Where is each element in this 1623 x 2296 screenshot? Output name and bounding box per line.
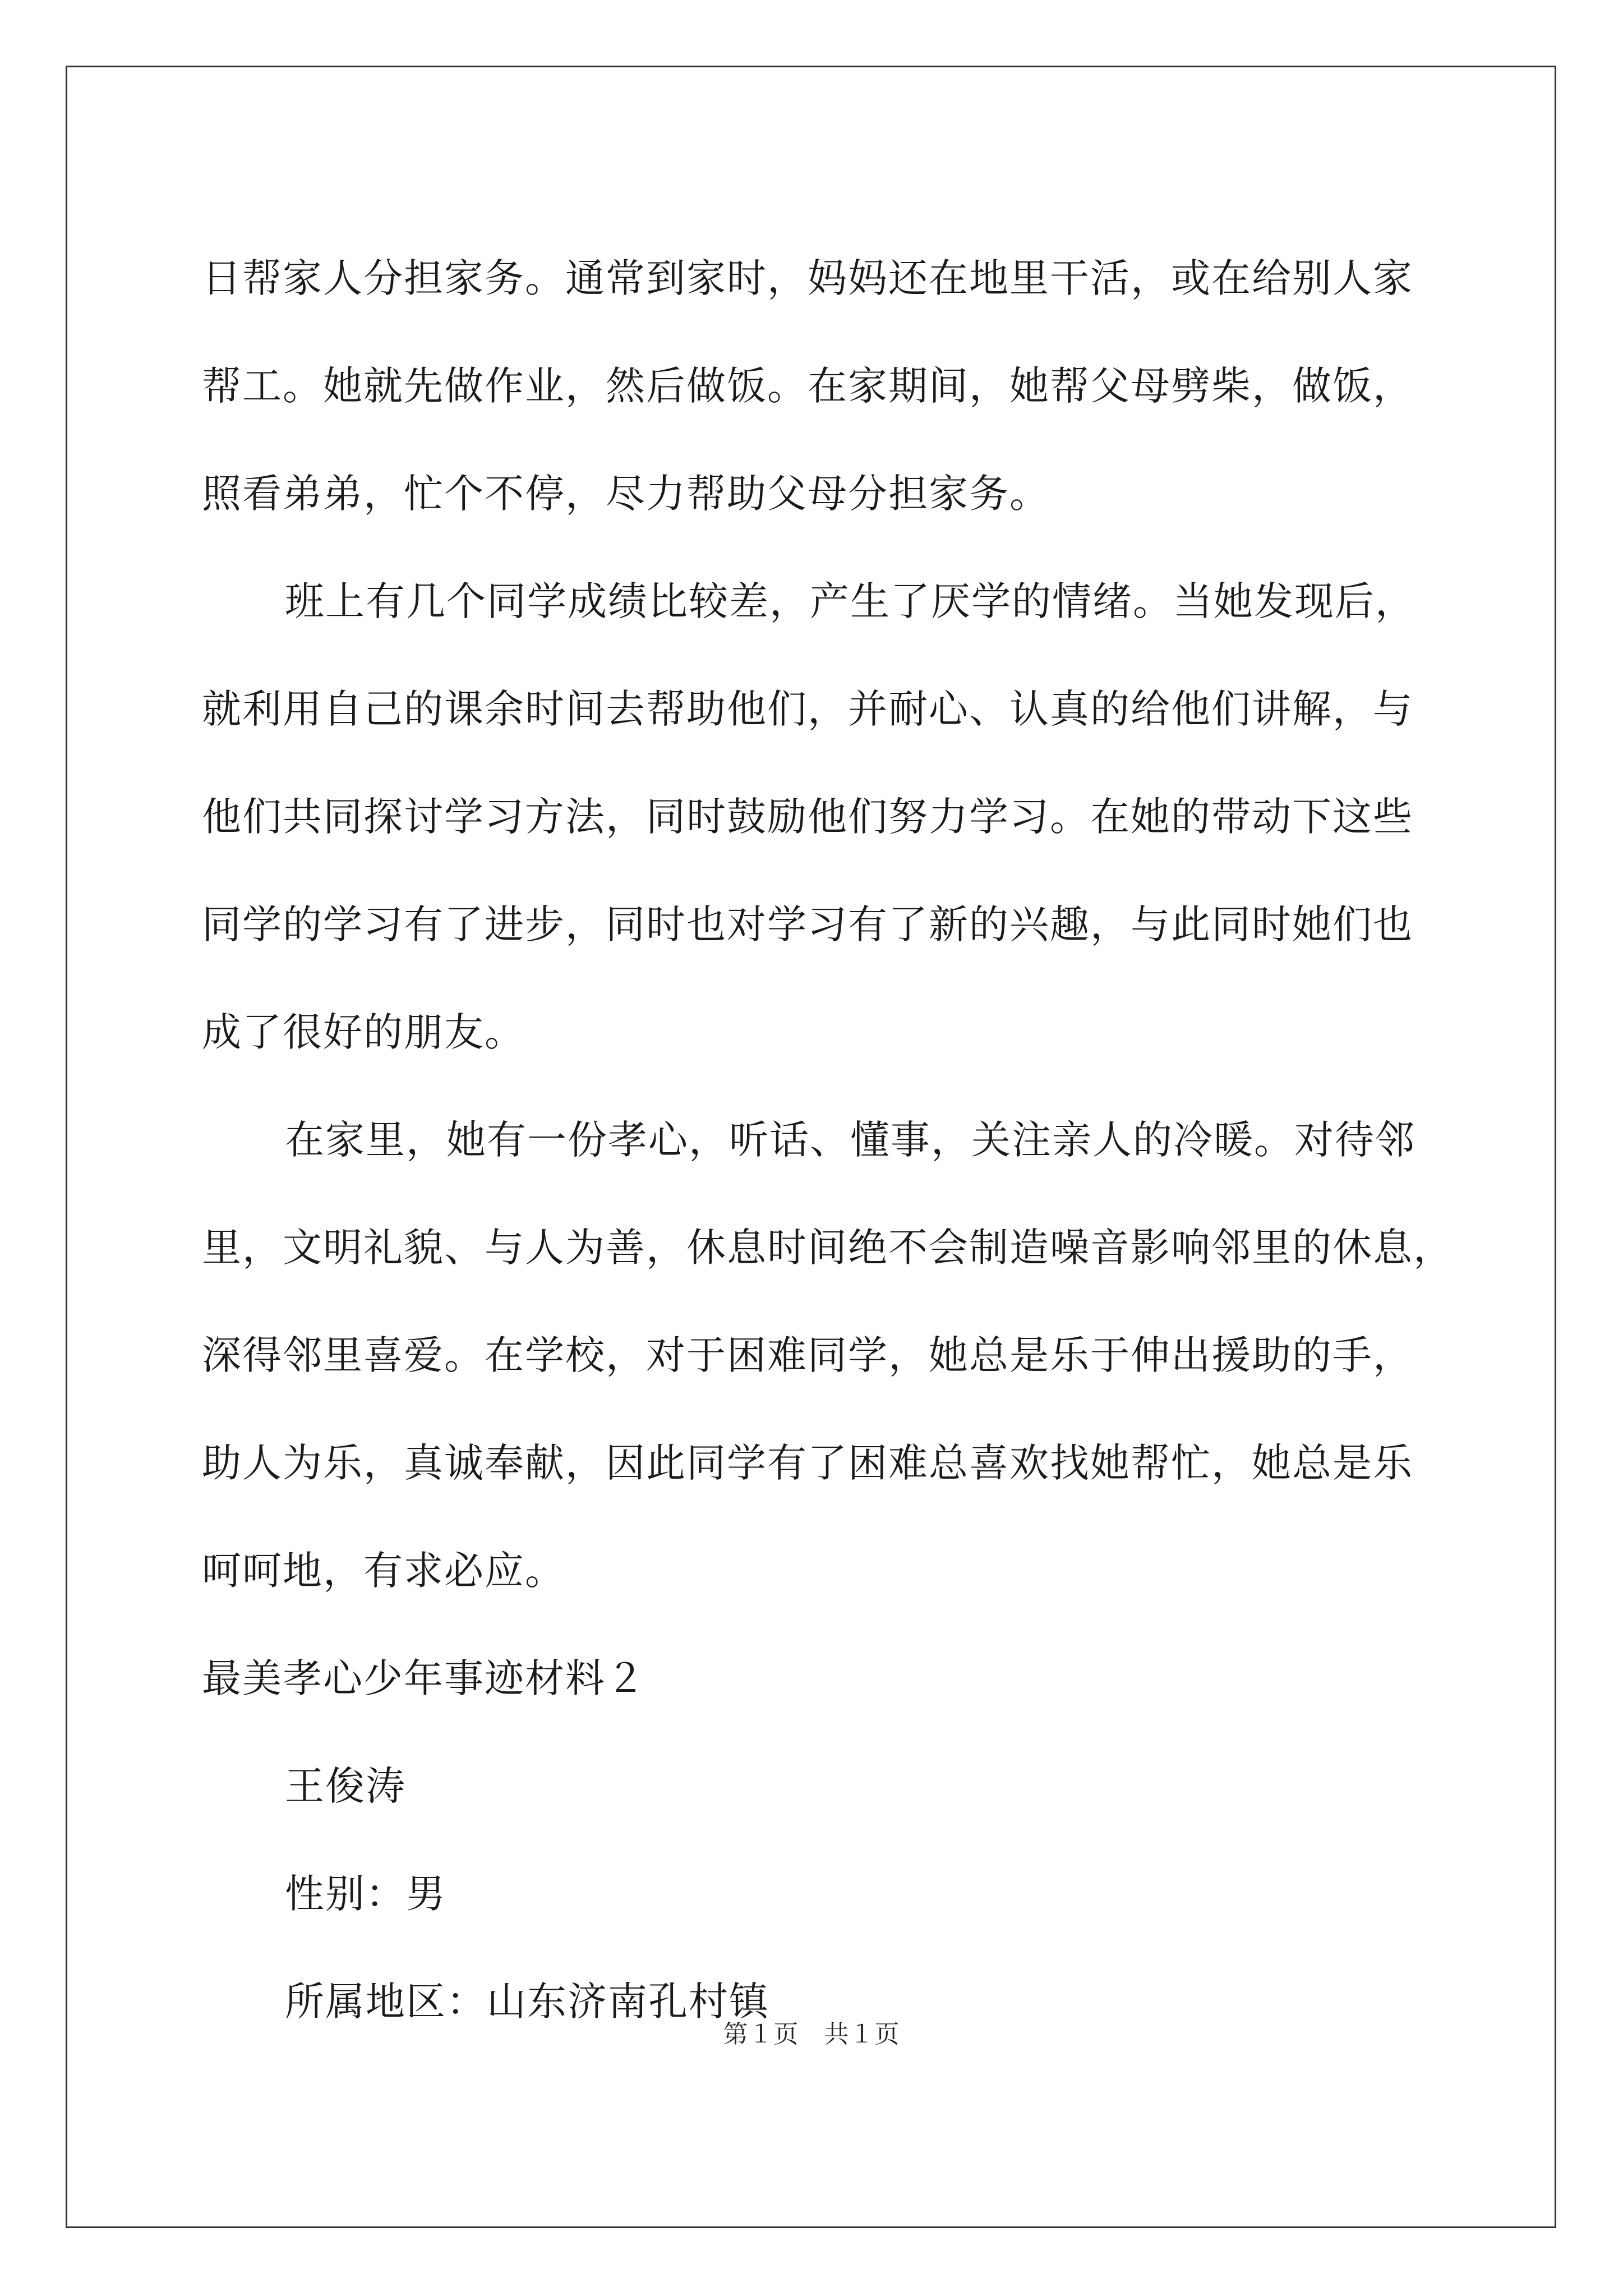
text-line: 深得邻里喜爱。在学校，对于困难同学，她总是乐于伸出援助的手， [202,1332,1413,1378]
text-line: 就利用自己的课余时间去帮助他们，并耐心、认真的给他们讲解，与 [202,686,1413,732]
text-line: 同学的学习有了进步，同时也对学习有了新的兴趣，与此同时她们也 [202,901,1413,947]
text-line: 班上有几个同学成绩比较差，产生了厌学的情绪。当她发现后， [285,578,1415,624]
profile-gender: 性别：男 [285,1871,446,1917]
text-line: 呵呵地，有求必应。 [202,1548,565,1594]
paragraph-classmates [202,547,1458,1086]
profile-name: 王俊涛 [285,1763,406,1809]
text-line: 在家里，她有一份孝心，听话、懂事，关注亲人的冷暖。对待邻 [285,1117,1415,1163]
paragraph-filial-piety [202,1086,1458,1625]
text-line: 帮工。她就先做作业，然后做饭。在家期间，她帮父母劈柴，做饭， [202,363,1413,409]
profile-region: 所属地区：山东济南孔村镇 [285,1978,769,2024]
text-line: 照看弟弟，忙个不停，尽力帮助父母分担家务。 [202,471,1050,517]
section-title: 最美孝心少年事迹材料２ [202,1655,646,1701]
text-line: 成了很好的朋友。 [202,1009,525,1055]
document-body [202,224,1458,2055]
text-line: 助人为乐，真诚奉献，因此同学有了困难总喜欢找她帮忙，她总是乐 [202,1440,1413,1486]
paragraph-household [202,224,1458,547]
text-line: 里，文明礼貌、与人为善，休息时间绝不会制造噪音影响邻里的休息， [202,1225,1454,1271]
text-line: 他们共同探讨学习方法，同时鼓励他们努力学习。在她的带动下这些 [202,794,1413,840]
text-line: 日帮家人分担家务。通常到家时，妈妈还在地里干活，或在给别人家 [202,255,1413,301]
page-footer: 第１页 共１页 [723,2020,900,2049]
